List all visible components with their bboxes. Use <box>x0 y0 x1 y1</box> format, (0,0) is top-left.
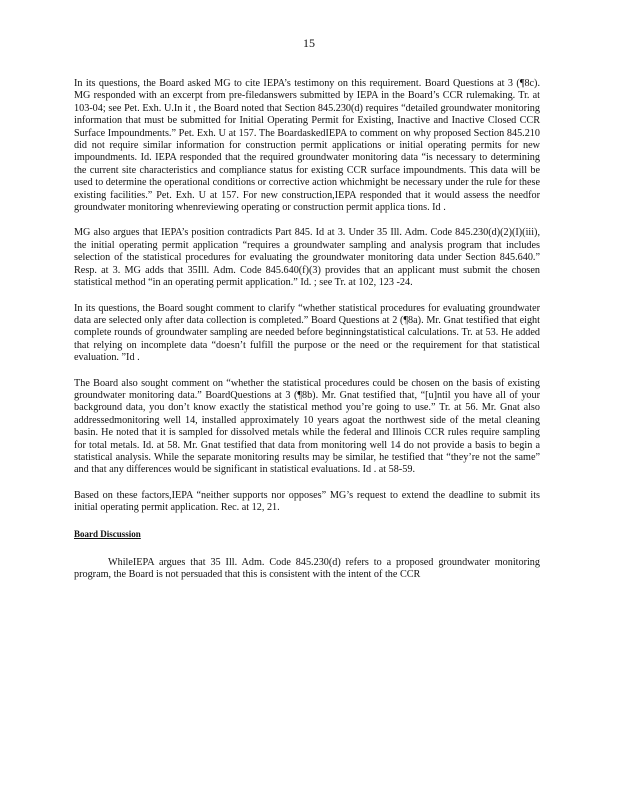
document-body <box>74 78 540 595</box>
page-number: 15 <box>303 36 315 50</box>
paragraph-mg-argues-contradiction: MG also argues that IEPA’s position contradicts Part 845. Id at 3. Under 35 Ill. Adm. Code 845.230(d)(2)(I)(iii), the initial operating permit application “requires a groundwater sampling and analysis program that includes selection of the statistical procedures for evaluating the groundwater monitoring data under Section 845.640.” Resp. at 3. MG adds that 35Ill. Adm. Code 845.640(f)(3) provides that an applicant must submit the chosen statistical method “in an operating permit application.” Id. ; see Tr. at 102, 123 -24. <box>74 227 540 289</box>
paragraph-board-questions-testimony: In its questions, the Board asked MG to cite IEPA’s testimony on this requirement. Board Questions at 3 (¶8c). MG responded with an excerpt from pre-filedanswers submitted by IEPA in the Board’s CCR rulemaking. Tr. at 103-04; see Pet. Exh. U.In it , the Board noted that Section 845.230(d) requires “detailed groundwater monitoring information that must be submitted for Initial Operating Permit for Existing, Inactive and Inactive Closed CCR Surface Impoundments.” Pet. Exh. U at 157. The BoardaskedIEPA to comment on why proposed Section 845.210 did not require similar information for construction permit applications or initial operating permits for new impoundments. Id. IEPA responded that the required groundwater monitoring data “is necessary to determining the current site characteristics and compliance status for existing CCR surface impoundments. This data will be used to determine the operational conditions or corrective action whichmight be necessary under the rule for these existing facilities.” Pet. Exh. U at 157. For new construction,IEPA responded that it would assess the needfor groundwater monitoring whenreviewing operating or construction permit applica tions. Id . <box>74 78 540 214</box>
paragraph-existing-monitoring-data: The Board also sought comment on “whether the statistical procedures could be chosen on the basis of existing groundwater monitoring data.” BoardQuestions at 3 (¶8b). Mr. Gnat testified that, “[u]ntil you have all of your background data, you don’t know exactly the statistical method you’re going to use.” Tr. at 56. Mr. Gnat also addressedmonitoring well 14, installed approximately 10 years agoat the northwest side of the metal cleaning basin. He noted that it is sampled for dissolved metals while the federal and Illinois CCR rules require sampling for total metals. Id. at 58. Mr. Gnat testified that data from monitoring well 14 do not provide a basis to begin a statistical analysis. While the separate monitoring results may be similar, he testified that “they’re not the same” and that any differences would be significant in statistical evaluations. Id . at 58-59. <box>74 377 540 476</box>
paragraph-board-discussion: WhileIEPA argues that 35 Ill. Adm. Code 845.230(d) refers to a proposed groundwater monitoring program, the Board is not persuaded that this is consistent with the intent of the CCR <box>74 557 540 581</box>
section-heading: Board Discussion <box>74 528 141 539</box>
paragraph-statistical-procedures-timing: In its questions, the Board sought comment to clarify “whether statistical procedures for evaluating groundwater data are selected only after data collection is completed.” Board Questions at 2 (¶8a). Mr. Gnat testified that eight complete rounds of groundwater sampling are needed before beginningstatistical calculations. Tr. at 53. He added that relying on incomplete data “doesn’t fulfill the purpose or the need or the requirement for that statistical evaluation. ”Id . <box>74 302 540 364</box>
paragraph-iepa-position: Based on these factors,IEPA “neither supports nor opposes” MG’s request to extend the deadline to submit its initial operating permit application. Rec. at 12, 21. <box>74 489 540 514</box>
